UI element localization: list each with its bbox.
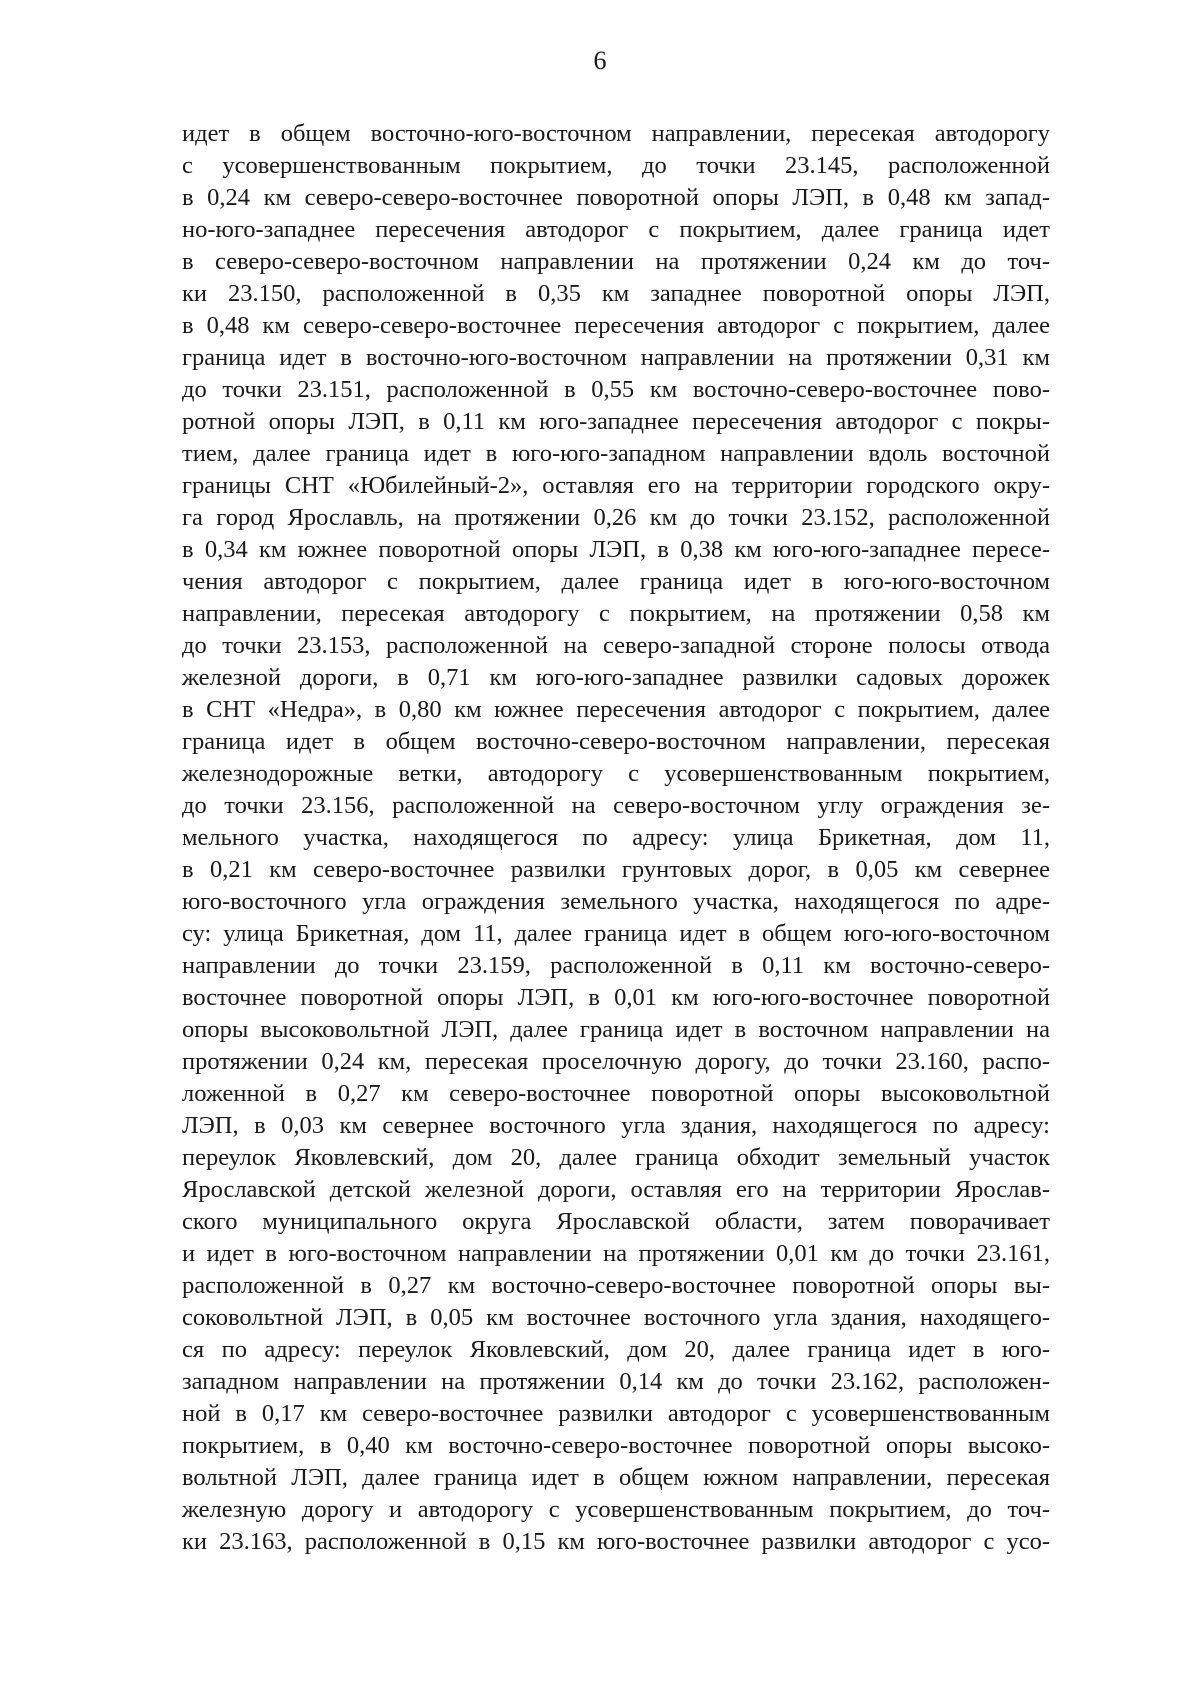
text-line: идет в общем восточно-юго-восточном направлении, пересекая автодорогу [182, 120, 1050, 147]
text-line: направлении, пересекая автодорогу с покрытием, на протяжении 0,58 км [182, 600, 1050, 627]
text-line: в 0,48 км северо-северо-восточнее пересечения автодорог с покрытием, далее [182, 312, 1050, 339]
body-text [182, 118, 1050, 1558]
text-line: ЛЭП, в 0,03 км севернее восточного угла здания, находящегося по адресу: [182, 1112, 1050, 1139]
text-line: ложенной в 0,27 км северо-восточнее поворотной опоры высоковольтной [182, 1080, 1050, 1107]
text-line: протяжении 0,24 км, пересекая проселочную дорогу, до точки 23.160, распо- [182, 1048, 1050, 1075]
text-line: Ярославской детской железной дороги, оставляя его на территории Ярослав- [182, 1176, 1050, 1203]
text-line: ского муниципального округа Ярославской области, затем поворачивает [182, 1208, 1050, 1235]
text-line: мельного участка, находящегося по адресу: улица Брикетная, дом 11, [182, 824, 1050, 851]
text-line: железной дороги, в 0,71 км юго-юго-западнее развилки садовых дорожек [182, 664, 1050, 691]
text-line: вольтной ЛЭП, далее граница идет в общем южном направлении, пересекая [182, 1464, 1050, 1491]
text-line: до точки 23.153, расположенной на северо-западной стороне полосы отвода [182, 632, 1050, 659]
text-line: расположенной в 0,27 км восточно-северо-восточнее поворотной опоры вы- [182, 1272, 1050, 1299]
text-line: но-юго-западнее пересечения автодорог с покрытием, далее граница идет [182, 216, 1050, 243]
text-line: юго-восточного угла ограждения земельного участка, находящегося по адре- [182, 888, 1050, 915]
text-line: граница идет в общем восточно-северо-восточном направлении, пересекая [182, 728, 1050, 755]
text-line: покрытием, в 0,40 км восточно-северо-восточнее поворотной опоры высоко- [182, 1432, 1050, 1459]
text-line: железнодорожные ветки, автодорогу с усовершенствованным покрытием, [182, 760, 1050, 787]
text-line: направлении до точки 23.159, расположенной в 0,11 км восточно-северо- [182, 952, 1050, 979]
text-line: чения автодорог с покрытием, далее граница идет в юго-юго-восточном [182, 568, 1050, 595]
text-line: ся по адресу: переулок Яковлевский, дом 20, далее граница идет в юго- [182, 1336, 1050, 1363]
text-line: западном направлении на протяжении 0,14 км до точки 23.162, расположен- [182, 1368, 1050, 1395]
page-number: 6 [593, 46, 607, 75]
text-line: в 0,34 км южнее поворотной опоры ЛЭП, в 0,38 км юго-юго-западнее пересе- [182, 536, 1050, 563]
text-line: опоры высоковольтной ЛЭП, далее граница идет в восточном направлении на [182, 1016, 1050, 1043]
text-line: ки 23.163, расположенной в 0,15 км юго-восточнее развилки автодорог с усо- [182, 1528, 1050, 1555]
text-line: в северо-северо-восточном направлении на протяжении 0,24 км до точ- [182, 248, 1050, 275]
text-line: железную дорогу и автодорогу с усовершенствованным покрытием, до точ- [182, 1496, 1050, 1523]
text-line: границы СНТ «Юбилейный-2», оставляя его на территории городского окру- [182, 472, 1050, 499]
text-line: ной в 0,17 км северо-восточнее развилки автодорог с усовершенствованным [182, 1400, 1050, 1427]
text-line: соковольтной ЛЭП, в 0,05 км восточнее восточного угла здания, находящего- [182, 1304, 1050, 1331]
text-line: до точки 23.151, расположенной в 0,55 км восточно-северо-восточнее пово- [182, 376, 1050, 403]
text-line: га город Ярославль, на протяжении 0,26 км до точки 23.152, расположенной [182, 504, 1050, 531]
text-line: су: улица Брикетная, дом 11, далее граница идет в общем юго-юго-восточном [182, 920, 1050, 947]
text-line: и идет в юго-восточном направлении на протяжении 0,01 км до точки 23.161, [182, 1240, 1050, 1267]
text-line: ки 23.150, расположенной в 0,35 км западнее поворотной опоры ЛЭП, [182, 280, 1050, 307]
text-line: в 0,24 км северо-северо-восточнее поворотной опоры ЛЭП, в 0,48 км запад- [182, 184, 1050, 211]
text-line: граница идет в восточно-юго-восточном направлении на протяжении 0,31 км [182, 344, 1050, 371]
text-line: в СНТ «Недра», в 0,80 км южнее пересечения автодорог с покрытием, далее [182, 696, 1050, 723]
text-line: восточнее поворотной опоры ЛЭП, в 0,01 км юго-юго-восточнее поворотной [182, 984, 1050, 1011]
text-line: тием, далее граница идет в юго-юго-западном направлении вдоль восточной [182, 440, 1050, 467]
text-line: в 0,21 км северо-восточнее развилки грунтовых дорог, в 0,05 км севернее [182, 856, 1050, 883]
text-line: с усовершенствованным покрытием, до точки 23.145, расположенной [182, 152, 1050, 179]
text-line: до точки 23.156, расположенной на северо-восточном углу ограждения зе- [182, 792, 1050, 819]
text-line: переулок Яковлевский, дом 20, далее граница обходит земельный участок [182, 1144, 1050, 1171]
text-line: ротной опоры ЛЭП, в 0,11 км юго-западнее пересечения автодорог с покры- [182, 408, 1050, 435]
